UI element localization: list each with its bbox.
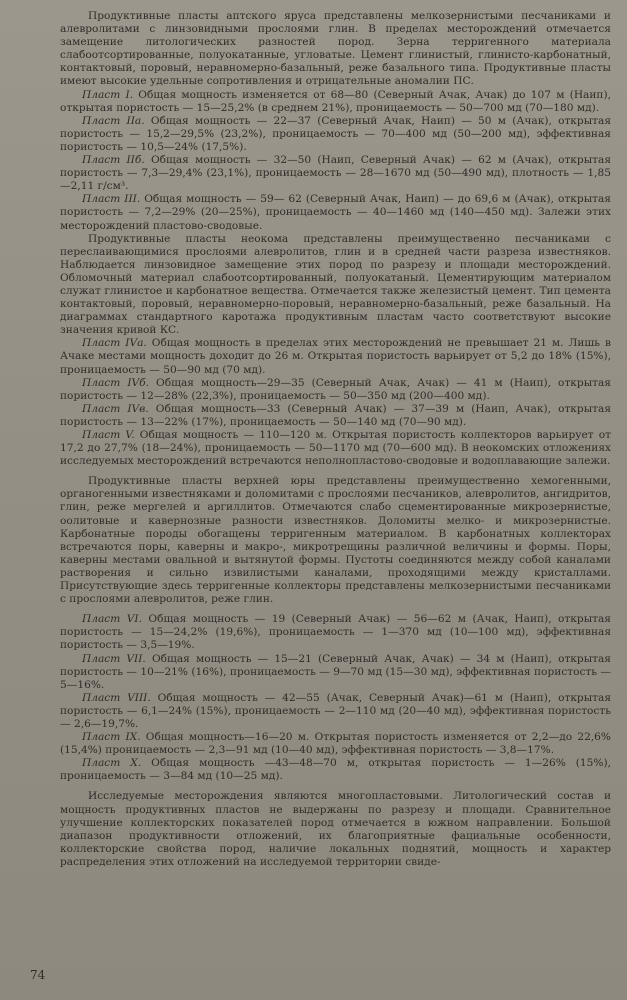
plast-I [60,89,611,115]
plast-III [60,193,611,232]
plast-text: Общая мощность — 32—50 (Наип, Северный Ачак) — 62 м (Ачак), открытая пористость — 7,3—29,4% (23,1%), проницаемость — 28—1670 мд (50—490 мд), плотность — 1,85—2,11 г/см³. [60,154,611,193]
paragraph-conclusion [60,790,611,869]
paragraph-text: Продуктивные пласты верхней юры представлены преимущественно хемогенными, органогенными известняками и доломитами с прослоями песчаников, алевролитов, ангидритов, глин, реже мергелей и аргиллитов. Отмечаются слабо сцементированные микрозернистые, оолитовые и кавернозные разности известняков. Доломиты мелко- и микрозернистые. Карбонатные породы обогащены терригенным материалом. В карбонатных коллекторах встречаются поры, каверны и макро-, микротрещины различной величины и формы. Поры, каверны местами овальной и вытянутой формы. Пустоты соединяются между собой каналами растворения и сильно извилистыми каналами, проходящими между кристаллами. Присутствующие здесь терригенные коллекторы представлены мелкозернистыми песчаниками с прослоями алевролитов, реже глин. [60,475,611,606]
plast-IX [60,731,611,757]
plast-text: Общая мощность — 42—55 (Ачак, Северный Ачак)—61 м (Наип), открытая пористость — 6,1—24% (15%), проницаемость — 2—110 мд (20—40 мд), эффективная пористость — 2,6—19,7%. [60,691,612,730]
paragraph-neocom-intro [60,233,611,338]
plast-text: Общая мощность—33 (Северный Ачак) — 37—39 м (Наип, Ачак), открытая пористость — 13—22% (17%), проницаемость — 50—140 мд (70—90 мд). [60,402,611,428]
plast-text: Общая мощность — 110—120 м. Открытая пористость коллекторов варьирует от 17,2 до 27,7% (18—24%), проницаемость — 50—1170 мд (70—600 мд). В неокомских отложениях исследуемых месторождений встречаются неполнопластово-сводовые и водоплавающие залежи. [60,429,612,468]
plast-label: Пласт IVв. [82,402,149,415]
page-number: 74 [30,968,46,982]
plast-IVa [60,337,611,376]
plast-text: Общая мощность — 59— 62 (Северный Ачак, Наип) — до 69,6 м (Ачак), открытая пористость — 7,2—29% (20—25%), проницаемость — 40—1460 мд (140—450 мд). Залежи этих месторождений пластово-сводовые. [60,193,611,232]
plast-label: Пласт IIа. [82,114,145,127]
plast-label: Пласт VI. [82,613,142,626]
plast-IIa [60,115,611,154]
plast-text: Общая мощность—29—35 (Северный Ачак, Ачак) — 41 м (Наип), открытая пористость — 12—28% (22,3%), проницаемость — 50—350 мд (200—400 мд). [60,376,611,402]
plast-text: Общая мощность изменяется от 68—80 (Северный Ачак, Ачак) до 107 м (Наип), открытая пористость — 15—25,2% (в среднем 21%), проницаемость — 50—700 мд (70—180 мд). [60,88,611,114]
paragraph-apt-intro [60,10,611,89]
plast-IVb [60,377,611,403]
plast-IVv [60,403,611,429]
plast-VI [60,613,611,652]
plast-label: Пласт VII. [82,652,146,665]
plast-label: Пласт VIII. [82,691,151,704]
plast-text: Общая мощность — 19 (Северный Ачак) — 56—62 м (Ачак, Наип), открытая пористость — 15—24,2% (19,6%), проницаемость — 1—370 мд (10—100 мд), эффективная пористость — 3,5—19%. [60,613,611,652]
paragraph-jura-intro [60,475,611,606]
plast-text: Общая мощность — 22—37 (Северный Ачак, Наип) — 50 м (Ачак), открытая пористость — 15,2—29,5% (23,2%), проницаемость — 70—400 мд (50—200 мд), эффективная пористость — 10,5—24% (17,5%). [60,114,612,153]
paragraph-text: Исследуемые месторождения являются многопластовыми. Литологический состав и мощность продуктивных пластов не выдержаны по разрезу и площади. Сравнительное улучшение коллекторских показателей пород отмечается в южном направлении. Большой диапазон продуктивности отложений, их благоприятные фациальные особенности, коллекторские свойства пород, наличие локальных поднятий, мощность и характер распределения этих отложений на исследуемой территории свиде- [60,790,611,868]
paragraph-text: Продуктивные пласты аптского яруса представлены мелкозернистыми песчаниками и алевролитами с линзовидными прослоями глин. В пределах месторождений отмечается замещение литологических разностей пород. Зерна терригенного материала слабоотсортированные, полуокатанные, угловатые. Цемент глинистый, глинисто-карбонатный, контактовый, поровый, неравномерно-базальный, реже базального типа. Продуктивные пласты имеют высокие удельные сопротивления и отрицательные аномалии ПС. [60,10,611,88]
plast-label: Пласт IVа. [82,337,147,350]
plast-label: Пласт V. [82,429,135,441]
plast-label: Пласт IIб. [82,154,145,167]
plast-text: Общая мощность —43—48—70 м, открытая пористость — 1—26% (15%), проницаемость — 3—84 мд (10—25 мд). [60,757,611,783]
plast-label: Пласт IX. [82,731,141,744]
plast-VIII [60,692,611,731]
plast-IIb [60,154,611,193]
plast-label: Пласт I. [82,88,134,101]
plast-text: Общая мощность в пределах этих месторождений не превышает 21 м. Лишь в Ачаке местами мощность доходит до 26 м. Открытая пористость варьирует от 5,2 до 18% (15%), проницаемость — 50—90 мд (70 мд). [60,337,611,376]
body-text [60,10,611,869]
plast-text: Общая мощность—16—20 м. Открытая пористость изменяется от 2,2—до 22,6% (15,4%) проницаемость — 2,3—91 мд (10—40 мд), эффективная пористость — 3,8—17%. [60,731,611,757]
plast-label: Пласт IVб. [82,376,149,389]
plast-VII [60,653,611,692]
plast-text: Общая мощность — 15—21 (Северный Ачак, Ачак) — 34 м (Наип), открытая пористость — 10—21% (16%), проницаемость — 9—70 мд (15—30 мд), эффективная пористость — 5—16%. [60,652,611,691]
plast-label: Пласт X. [82,757,142,770]
paragraph-text: Продуктивные пласты неокома представлены преимущественно песчаниками с переслаивающимися прослоями алевролитов, глин и в средней части разреза известняков. Наблюдается линзовидное замещение этих пород по разрезу и площади месторождений. Обломочный материал слабоотсортированный, полуокатаный. Цементирующим материалом служат глинистое и карбонатное вещества. Отмечается также железистый цемент. Тип цемента контактовый, поровый, неравномерно-поровый, неравномерно-базальный, реже базальный. На диаграммах стандартного каротажа продуктивным пластам часто соответствуют высокие значения кривой КС. [60,232,611,337]
plast-label: Пласт III. [82,193,141,206]
plast-X [60,757,611,783]
plast-V [60,429,611,468]
